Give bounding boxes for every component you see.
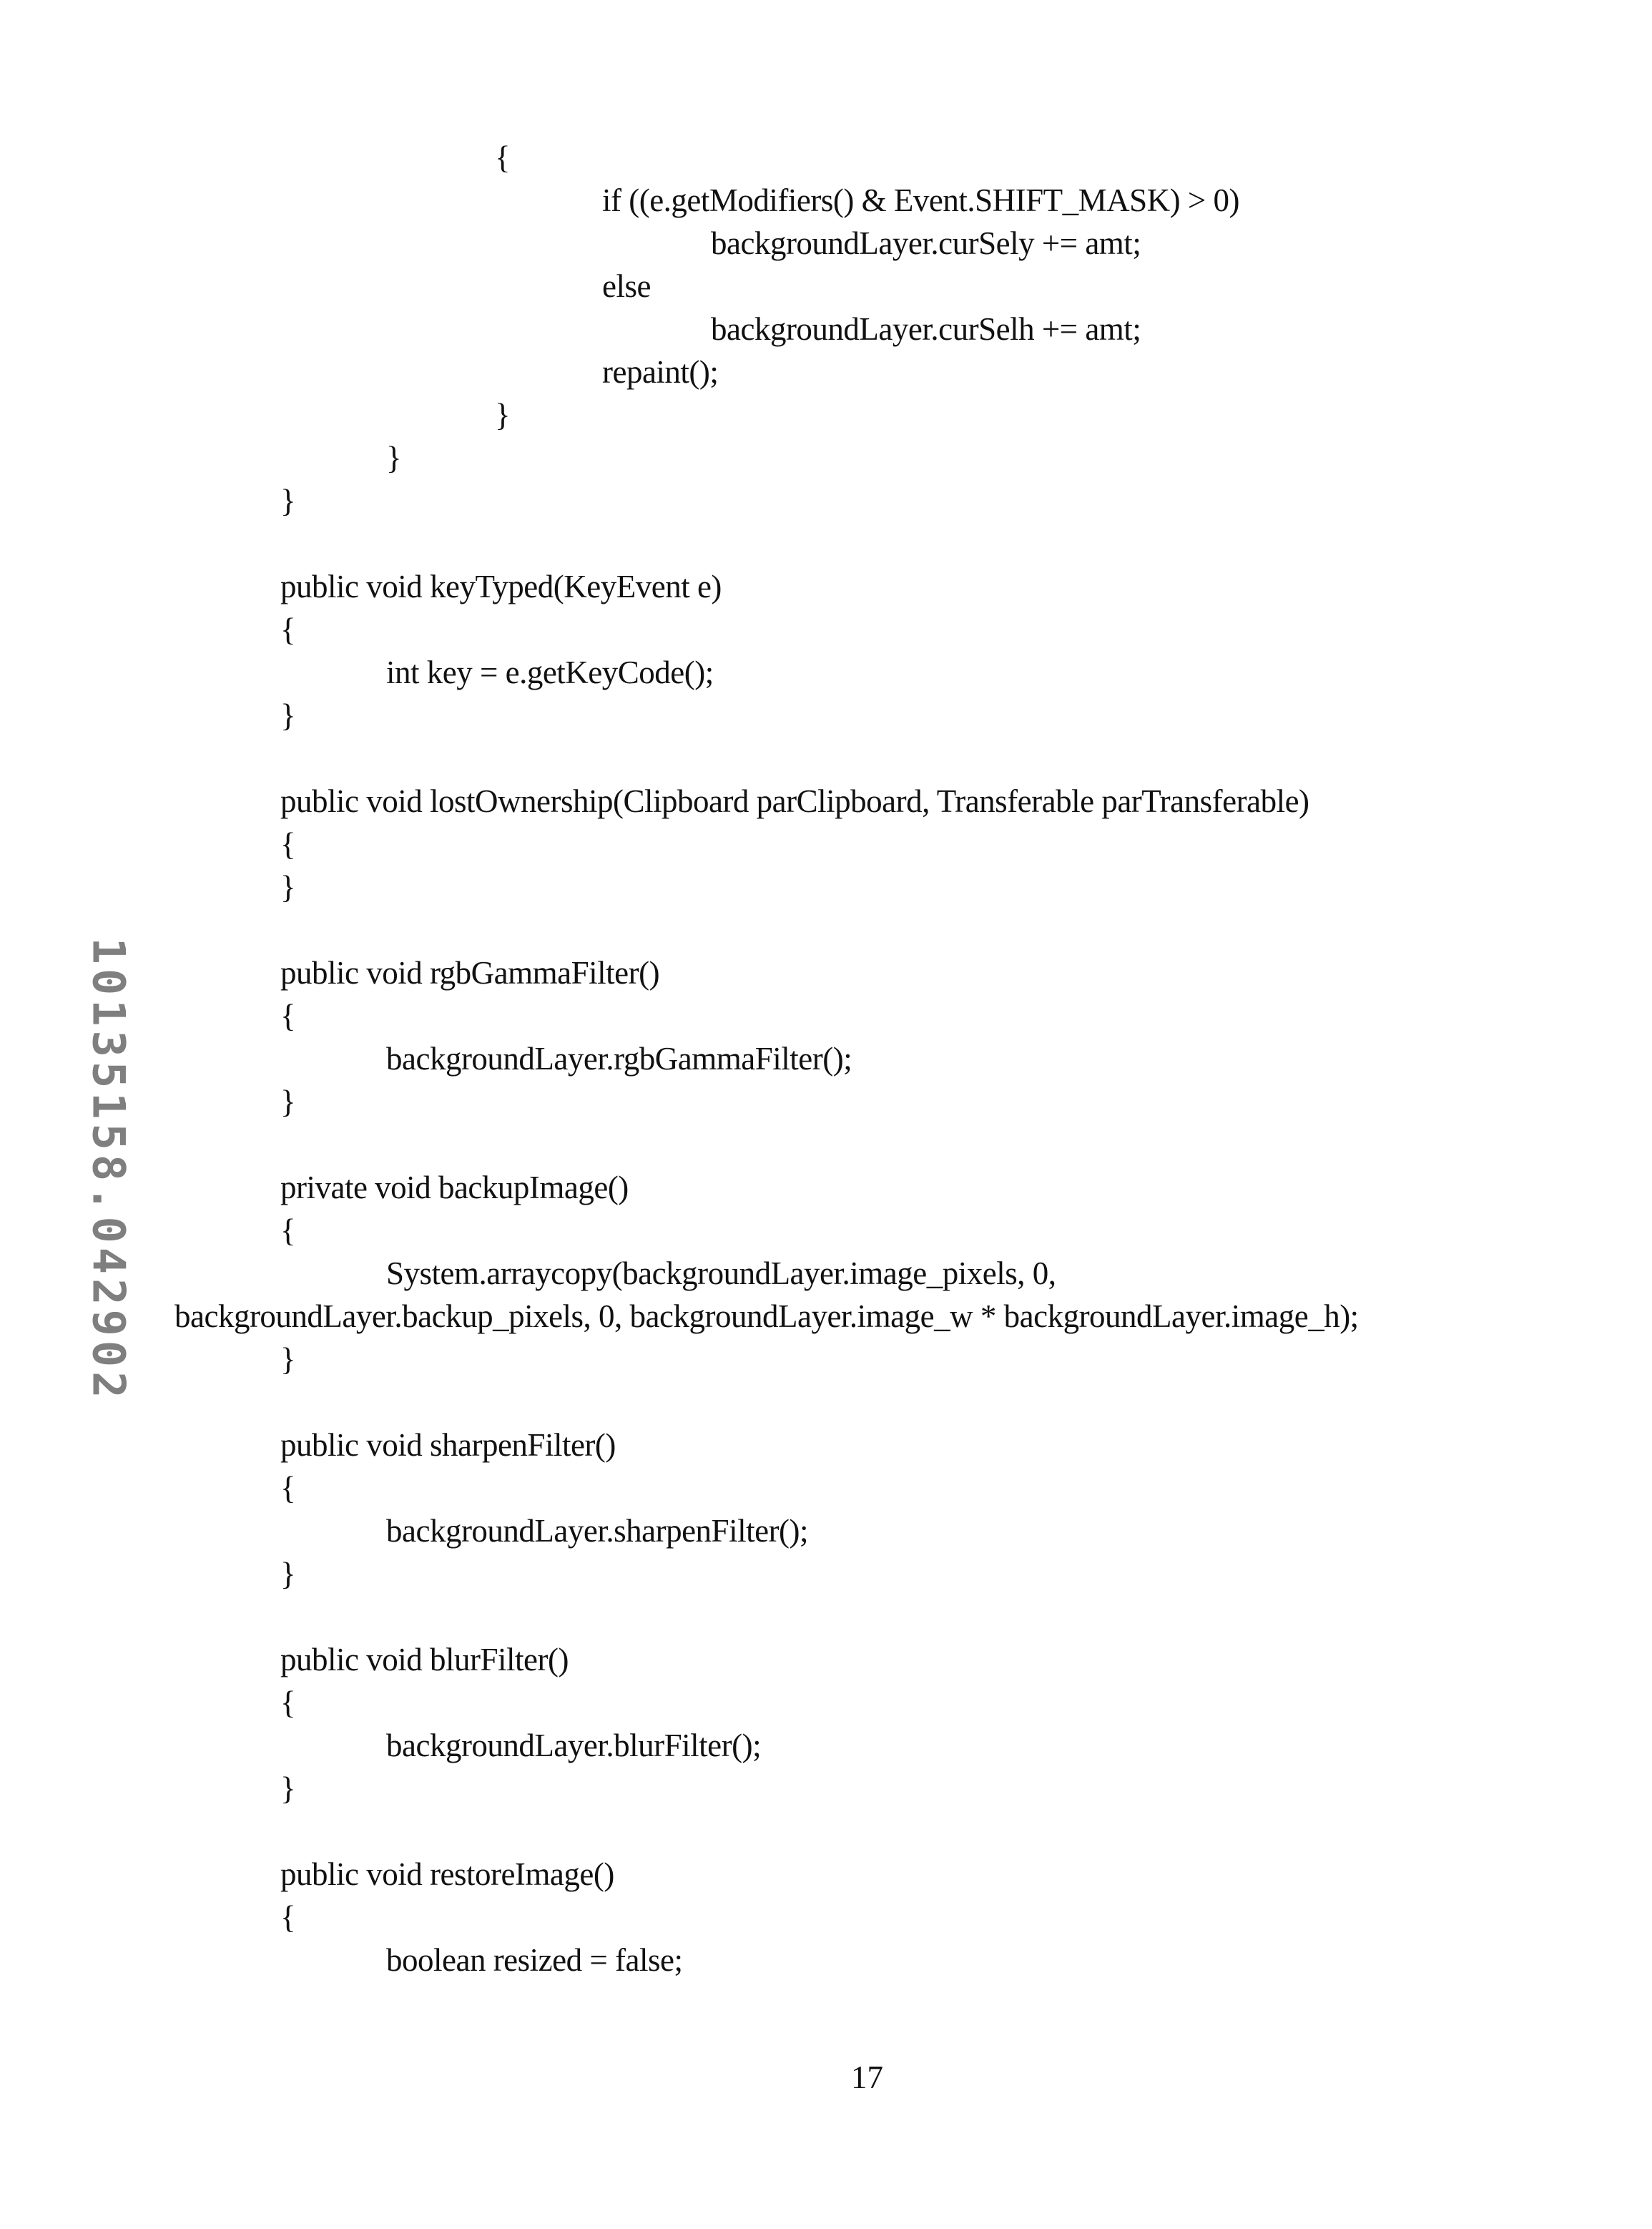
side-stamp-text: 10135158.042902 — [83, 937, 135, 1402]
code-line: { — [280, 1209, 295, 1252]
code-line: { — [280, 1681, 295, 1724]
code-line: backgroundLayer.blurFilter(); — [386, 1724, 761, 1767]
code-line: int key = e.getKeyCode(); — [386, 651, 714, 694]
code-line: backgroundLayer.backup_pixels, 0, backgroundLayer.image_w * backgroundLayer.image_h); — [174, 1295, 1359, 1338]
code-line: public void lostOwnership(Clipboard parClipboard, Transferable parTransferable) — [280, 780, 1309, 823]
code-line: backgroundLayer.curSely += amt; — [711, 222, 1141, 265]
code-line: } — [386, 436, 401, 479]
code-line: System.arraycopy(backgroundLayer.image_pixels, 0, — [386, 1252, 1056, 1295]
code-line: { — [280, 1896, 295, 1939]
code-line: } — [495, 393, 510, 436]
document-page — [0, 0, 1652, 2229]
code-line: public void rgbGammaFilter() — [280, 951, 659, 994]
code-line: } — [280, 866, 295, 908]
code-line: backgroundLayer.curSelh += amt; — [711, 308, 1141, 351]
code-line: } — [280, 1767, 295, 1810]
code-line: } — [280, 1552, 295, 1595]
code-line: backgroundLayer.sharpenFilter(); — [386, 1509, 808, 1552]
code-line: if ((e.getModifiers() & Event.SHIFT_MASK) > 0) — [602, 179, 1239, 222]
code-line: { — [280, 994, 295, 1037]
code-line: backgroundLayer.rgbGammaFilter(); — [386, 1037, 852, 1080]
code-line: public void sharpenFilter() — [280, 1424, 616, 1466]
code-line: } — [280, 694, 295, 737]
code-line: private void backupImage() — [280, 1166, 629, 1209]
code-line: repaint(); — [602, 351, 718, 393]
code-line: public void blurFilter() — [280, 1638, 569, 1681]
code-line: { — [495, 136, 510, 179]
code-line: } — [280, 1338, 295, 1381]
code-line: } — [280, 479, 295, 522]
code-line: else — [602, 265, 651, 308]
code-line: { — [280, 1466, 295, 1509]
code-line: } — [280, 1080, 295, 1123]
code-line: public void keyTyped(KeyEvent e) — [280, 565, 722, 608]
code-line: boolean resized = false; — [386, 1939, 682, 1981]
page-number: 17 — [851, 2056, 883, 2099]
code-line: { — [280, 823, 295, 866]
code-line: { — [280, 608, 295, 651]
code-line: public void restoreImage() — [280, 1853, 614, 1896]
side-stamp — [80, 883, 137, 1456]
